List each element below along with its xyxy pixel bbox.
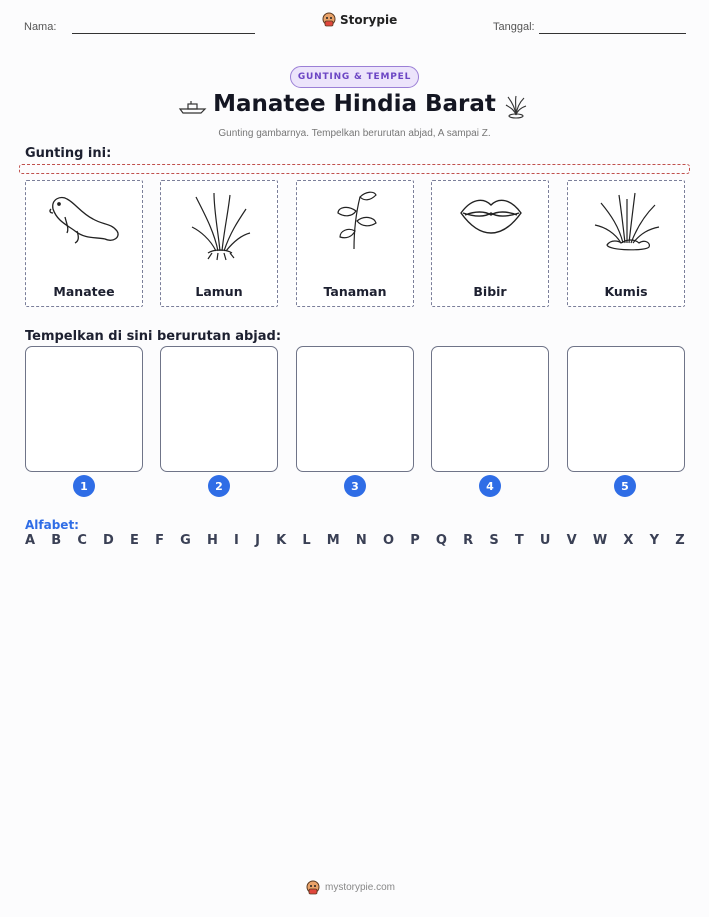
letter: A: [25, 533, 36, 548]
letter: F: [155, 533, 164, 548]
letter: H: [206, 533, 218, 548]
cut-card-bibir[interactable]: [431, 180, 549, 307]
letter: V: [566, 533, 577, 548]
instructions: Gunting gambarnya. Tempelkan berurutan abjad, A sampai Z.: [218, 128, 491, 139]
seagrass-icon: [180, 187, 260, 261]
letter: Q: [435, 533, 447, 548]
cut-card-lamun[interactable]: [160, 180, 278, 307]
letter: G: [180, 533, 191, 548]
whiskers-icon: [587, 187, 667, 257]
card-label: Lamun: [195, 284, 243, 299]
activity-badge: GUNTING & TEMPEL: [290, 66, 419, 88]
alphabet-title: Alfabet:: [25, 518, 79, 532]
letter: R: [463, 533, 474, 548]
cut-card-manatee[interactable]: [25, 180, 143, 307]
brand-name: Storypie: [340, 12, 398, 27]
manatee-icon: [45, 187, 125, 249]
paste-slot-3[interactable]: [296, 346, 414, 472]
card-label: Manatee: [53, 284, 115, 299]
footer: [306, 880, 395, 895]
date-label: Tanggal:: [493, 21, 535, 33]
slot-number-2: 2: [208, 475, 230, 497]
card-label: Tanaman: [323, 284, 387, 299]
cut-card-kumis[interactable]: [567, 180, 685, 307]
letter: E: [130, 533, 139, 548]
paste-slot-1[interactable]: [25, 346, 143, 472]
name-label: Nama:: [24, 21, 57, 33]
letter: U: [539, 533, 551, 548]
slot-number-1: 1: [73, 475, 95, 497]
letter: O: [382, 533, 395, 548]
lips-icon: [451, 187, 531, 243]
card-label: Bibir: [473, 284, 507, 299]
letter: Y: [649, 533, 660, 548]
letter: J: [255, 533, 260, 548]
name-line: [72, 33, 255, 34]
letter: T: [514, 533, 524, 548]
letter: D: [103, 533, 114, 548]
cut-heading: Gunting ini:: [25, 146, 112, 161]
brand-logo: [322, 12, 397, 27]
letter: M: [326, 533, 340, 548]
card-label: Kumis: [604, 284, 648, 299]
letter: N: [355, 533, 367, 548]
letter: Z: [675, 533, 685, 548]
paste-slot-5[interactable]: [567, 346, 685, 472]
date-line: [539, 33, 686, 34]
letter: B: [51, 533, 62, 548]
letter: I: [234, 533, 239, 548]
alphabet-row: [25, 533, 685, 548]
letter: K: [276, 533, 287, 548]
cut-line: [19, 164, 690, 174]
cut-card-tanaman[interactable]: [296, 180, 414, 307]
letter: P: [410, 533, 420, 548]
mascot-icon: [322, 12, 336, 27]
footer-site: mystorypie.com: [325, 882, 396, 893]
plant-icon: [316, 187, 396, 251]
paste-slot-2[interactable]: [160, 346, 278, 472]
paste-heading: Tempelkan di sini berurutan abjad:: [25, 329, 282, 344]
slot-number-3: 3: [344, 475, 366, 497]
letter: X: [623, 533, 634, 548]
seagrass-decor-icon: [503, 93, 529, 119]
page-title: Manatee Hindia Barat: [213, 91, 496, 117]
letter: L: [302, 533, 311, 548]
letter: W: [592, 533, 608, 548]
paste-slot-4[interactable]: [431, 346, 549, 472]
slot-number-5: 5: [614, 475, 636, 497]
letter: S: [489, 533, 499, 548]
letter: C: [77, 533, 87, 548]
slot-number-4: 4: [479, 475, 501, 497]
footer-mascot-icon: [306, 880, 320, 895]
